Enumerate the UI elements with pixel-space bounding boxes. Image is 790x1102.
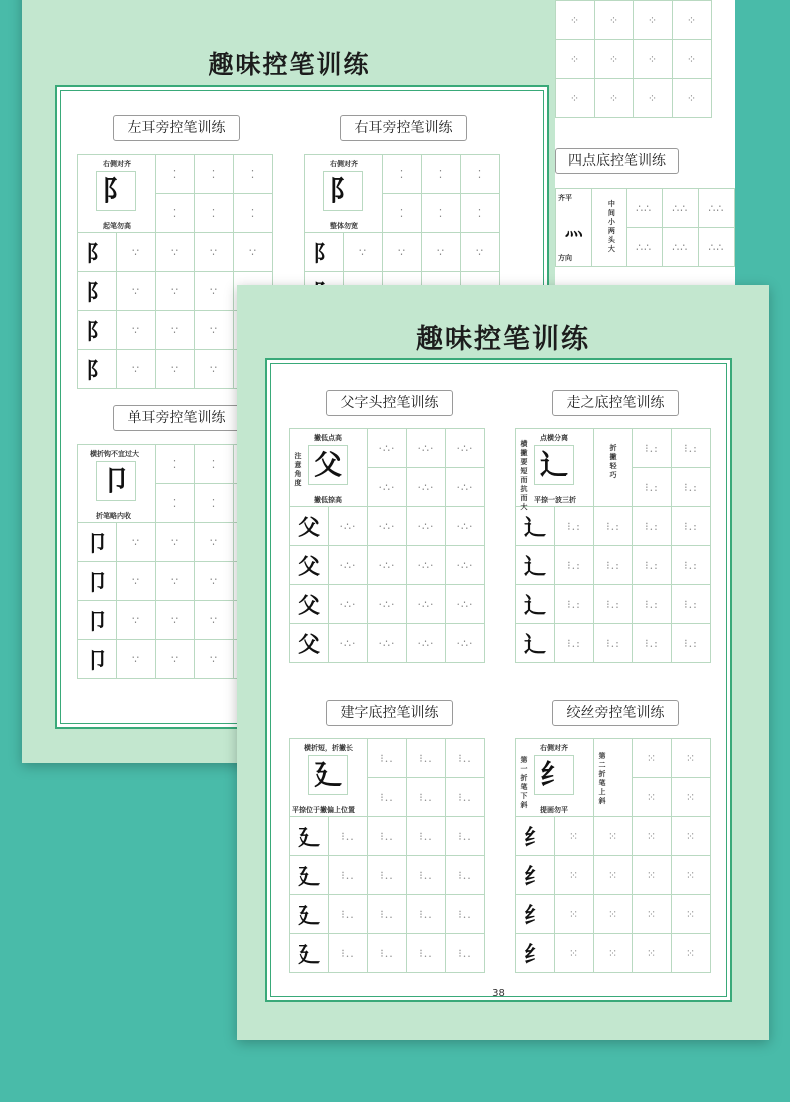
dotted-trace-cell: ⁙ bbox=[672, 778, 711, 817]
dotted-trace-cell: ∴∴ bbox=[626, 228, 662, 267]
dotted-trace-cell: ⁝.. bbox=[329, 856, 368, 895]
dotted-trace-cell: ⁝.: bbox=[633, 585, 672, 624]
dotted-trace-cell: ·∴· bbox=[368, 507, 407, 546]
stroke-note: 横折短，折撇长 bbox=[304, 743, 353, 752]
note-cell bbox=[592, 189, 626, 267]
dotted-trace-cell: ⁝.: bbox=[633, 546, 672, 585]
dotted-trace-cell: ⁝.. bbox=[446, 778, 485, 817]
dotted-trace-cell: ∵ bbox=[117, 311, 156, 350]
dotted-trace-cell: ·∴· bbox=[446, 624, 485, 663]
model-character: 灬 bbox=[564, 218, 583, 240]
trace-character: 纟 bbox=[516, 856, 555, 895]
dotted-trace-cell: ⁝.. bbox=[407, 817, 446, 856]
model-character: 卩 bbox=[96, 461, 136, 501]
dotted-trace-cell: ⁘ bbox=[595, 1, 634, 40]
section-label-left-ear: 左耳旁控笔训练 bbox=[113, 115, 240, 141]
stroke-note: 起笔勿高 bbox=[103, 221, 131, 230]
trace-character: 辶 bbox=[516, 546, 555, 585]
dotted-trace-cell: ⁙ bbox=[633, 934, 672, 973]
dotted-trace-cell: ⁝.. bbox=[446, 817, 485, 856]
dotted-trace-cell: ∴∴ bbox=[662, 228, 698, 267]
dotted-trace-cell: ⁝.. bbox=[368, 934, 407, 973]
section-label-four-dots: 四点底控笔训练 bbox=[555, 148, 679, 174]
stroke-note: 撇低捺高 bbox=[314, 495, 342, 504]
section-label-jian: 建字底控笔训练 bbox=[326, 700, 453, 726]
stroke-note-vertical: 注意角度 bbox=[294, 451, 302, 487]
dotted-trace-cell: ∴∴ bbox=[662, 189, 698, 228]
dotted-trace-cell: ⁚ bbox=[195, 155, 234, 194]
dotted-trace-cell: ⁝.. bbox=[329, 895, 368, 934]
trace-character: 父 bbox=[290, 585, 329, 624]
trace-character: 辶 bbox=[516, 507, 555, 546]
dotted-trace-cell: ⁝.. bbox=[446, 934, 485, 973]
dotted-trace-cell: ∵ bbox=[117, 233, 156, 272]
model-cell bbox=[290, 429, 368, 507]
dotted-trace-cell: ⁝.: bbox=[633, 507, 672, 546]
dotted-trace-cell: ⁘ bbox=[634, 1, 673, 40]
dotted-trace-cell: ·∴· bbox=[368, 546, 407, 585]
dotted-trace-cell: ⁙ bbox=[633, 895, 672, 934]
dotted-trace-cell: ∵ bbox=[383, 233, 422, 272]
dotted-trace-cell: ⁝.. bbox=[368, 895, 407, 934]
dotted-trace-cell: ·∴· bbox=[446, 507, 485, 546]
dotted-trace-cell: ·∴· bbox=[446, 468, 485, 507]
practice-grid-jian bbox=[289, 738, 485, 973]
dotted-trace-cell: ⁙ bbox=[555, 856, 594, 895]
trace-character: 阝 bbox=[305, 233, 344, 272]
dotted-trace-cell: ⁝.. bbox=[407, 934, 446, 973]
dotted-trace-cell: ⁘ bbox=[673, 79, 712, 118]
model-cell bbox=[78, 445, 156, 523]
dotted-trace-cell: ⁝.: bbox=[594, 624, 633, 663]
model-character: 阝 bbox=[323, 171, 363, 211]
dotted-trace-cell: ·∴· bbox=[329, 507, 368, 546]
page-number: 38 bbox=[492, 988, 505, 999]
dotted-trace-cell: ·∴· bbox=[368, 468, 407, 507]
dotted-trace-cell: ⁝.: bbox=[594, 585, 633, 624]
dotted-trace-cell: ⁝.: bbox=[555, 507, 594, 546]
trace-character: 父 bbox=[290, 546, 329, 585]
dotted-trace-cell: ⁚ bbox=[195, 194, 234, 233]
dotted-trace-cell: ⁙ bbox=[633, 778, 672, 817]
dotted-trace-cell: ⁚ bbox=[234, 194, 273, 233]
dotted-trace-cell: ⁝.. bbox=[368, 739, 407, 778]
trace-character: 纟 bbox=[516, 817, 555, 856]
dotted-trace-cell: ∵ bbox=[234, 233, 273, 272]
dotted-trace-cell: ⁝.. bbox=[446, 895, 485, 934]
dotted-trace-cell: ∵ bbox=[156, 311, 195, 350]
stroke-note: 平捺位于撇偏上位置 bbox=[292, 805, 355, 814]
trace-character: 卩 bbox=[78, 523, 117, 562]
dotted-trace-cell: ∵ bbox=[195, 350, 234, 389]
dotted-trace-cell: ∵ bbox=[156, 601, 195, 640]
trace-character: 卩 bbox=[78, 601, 117, 640]
practice-grid-zou bbox=[515, 428, 711, 663]
stroke-note: 点横分离 bbox=[540, 433, 568, 442]
dotted-trace-cell: ∵ bbox=[344, 233, 383, 272]
dotted-trace-cell: ·∴· bbox=[329, 546, 368, 585]
stroke-note-vertical: 中间小两头大 bbox=[607, 199, 615, 253]
stroke-note: 齐平 bbox=[558, 193, 572, 202]
dotted-trace-cell: ·∴· bbox=[407, 546, 446, 585]
dotted-trace-cell: ⁘ bbox=[634, 79, 673, 118]
dotted-trace-cell: ⁚ bbox=[383, 155, 422, 194]
dotted-trace-cell: ⁙ bbox=[633, 817, 672, 856]
dotted-trace-cell: ⁚ bbox=[156, 155, 195, 194]
dotted-trace-cell: ∵ bbox=[117, 272, 156, 311]
stroke-note: 方向 bbox=[558, 253, 572, 262]
model-character: 纟 bbox=[534, 755, 574, 795]
section-label-single-ear: 单耳旁控笔训练 bbox=[113, 405, 240, 431]
stroke-note-vertical: 横撇要短而抗而大 bbox=[520, 439, 528, 511]
trace-character: 纟 bbox=[516, 895, 555, 934]
dotted-trace-cell: ⁝.. bbox=[368, 856, 407, 895]
practice-grid-fu bbox=[289, 428, 485, 663]
dotted-trace-cell: ⁙ bbox=[672, 934, 711, 973]
stroke-note: 右侧对齐 bbox=[330, 159, 358, 168]
dotted-trace-cell: ⁙ bbox=[672, 856, 711, 895]
dotted-trace-cell: ∵ bbox=[195, 523, 234, 562]
dotted-trace-cell: ·∴· bbox=[446, 585, 485, 624]
dotted-trace-cell: ⁙ bbox=[594, 895, 633, 934]
dotted-trace-cell: ⁘ bbox=[595, 79, 634, 118]
dotted-trace-cell: ∵ bbox=[117, 601, 156, 640]
dotted-trace-cell: ⁘ bbox=[556, 1, 595, 40]
model-cell bbox=[556, 189, 592, 267]
section-label-right-ear: 右耳旁控笔训练 bbox=[340, 115, 467, 141]
dotted-trace-cell: ⁘ bbox=[634, 40, 673, 79]
dotted-trace-cell: ⁙ bbox=[594, 856, 633, 895]
dotted-trace-cell: ⁘ bbox=[556, 79, 595, 118]
stroke-note: 整体勿宽 bbox=[330, 221, 358, 230]
model-cell bbox=[516, 739, 594, 817]
dotted-trace-cell: ⁚ bbox=[195, 445, 234, 484]
dotted-trace-cell: ⁝.: bbox=[555, 624, 594, 663]
dotted-trace-cell: ∵ bbox=[117, 523, 156, 562]
dotted-trace-cell: ∴∴ bbox=[626, 189, 662, 228]
dotted-trace-cell: ⁚ bbox=[234, 155, 273, 194]
dotted-trace-cell: ⁙ bbox=[633, 856, 672, 895]
front-sheet bbox=[237, 285, 769, 1040]
practice-grid-four-dots bbox=[555, 188, 735, 267]
dotted-trace-cell: ·∴· bbox=[368, 624, 407, 663]
dotted-trace-cell: ⁝.: bbox=[594, 507, 633, 546]
dotted-trace-cell: ∴∴ bbox=[698, 189, 734, 228]
stroke-note: 右侧对齐 bbox=[103, 159, 131, 168]
dotted-trace-cell: ∵ bbox=[422, 233, 461, 272]
section-label-jiaosi: 绞丝旁控笔训练 bbox=[552, 700, 679, 726]
note-cell bbox=[594, 429, 633, 507]
stroke-note: 右侧对齐 bbox=[540, 743, 568, 752]
dotted-trace-cell: ⁙ bbox=[672, 817, 711, 856]
dotted-trace-cell: ∵ bbox=[156, 350, 195, 389]
dotted-trace-cell: ⁚ bbox=[461, 155, 500, 194]
dotted-trace-cell: ∵ bbox=[117, 562, 156, 601]
dotted-trace-cell: ⁚ bbox=[156, 194, 195, 233]
dotted-trace-cell: ⁝.: bbox=[633, 429, 672, 468]
dotted-trace-cell: ·∴· bbox=[407, 507, 446, 546]
dotted-trace-cell: ⁚ bbox=[383, 194, 422, 233]
dotted-trace-cell: ⁝.. bbox=[368, 817, 407, 856]
dotted-trace-cell: ∵ bbox=[156, 640, 195, 679]
dotted-trace-cell: ⁘ bbox=[556, 40, 595, 79]
dotted-trace-cell: ⁙ bbox=[672, 739, 711, 778]
model-character: 父 bbox=[308, 445, 348, 485]
stroke-note-vertical: 第一折笔下斜 bbox=[520, 755, 528, 809]
dotted-trace-cell: ·∴· bbox=[407, 468, 446, 507]
dotted-trace-cell: ∵ bbox=[156, 562, 195, 601]
stroke-note: 折笔略内收 bbox=[96, 511, 131, 520]
trace-character: 纟 bbox=[516, 934, 555, 973]
dotted-trace-cell: ∵ bbox=[195, 562, 234, 601]
dotted-trace-cell: ⁝.: bbox=[555, 585, 594, 624]
trace-character: 辶 bbox=[516, 585, 555, 624]
practice-grid-top-strip bbox=[555, 0, 712, 118]
front-panel bbox=[265, 358, 732, 1002]
dotted-trace-cell: ⁝.. bbox=[329, 934, 368, 973]
model-character: 廴 bbox=[308, 755, 348, 795]
trace-character: 父 bbox=[290, 624, 329, 663]
trace-character: 廴 bbox=[290, 856, 329, 895]
dotted-trace-cell: ⁝.: bbox=[672, 468, 711, 507]
stroke-note: 撇低点高 bbox=[314, 433, 342, 442]
dotted-trace-cell: ∵ bbox=[195, 311, 234, 350]
trace-character: 辶 bbox=[516, 624, 555, 663]
stroke-note-vertical: 第二折笔上斜 bbox=[598, 751, 606, 805]
trace-character: 卩 bbox=[78, 640, 117, 679]
dotted-trace-cell: ⁙ bbox=[555, 934, 594, 973]
trace-character: 卩 bbox=[78, 562, 117, 601]
dotted-trace-cell: ⁙ bbox=[633, 739, 672, 778]
dotted-trace-cell: ⁝.. bbox=[329, 817, 368, 856]
dotted-trace-cell: ⁙ bbox=[594, 934, 633, 973]
dotted-trace-cell: ∵ bbox=[195, 233, 234, 272]
dotted-trace-cell: ⁝.: bbox=[555, 546, 594, 585]
model-cell bbox=[305, 155, 383, 233]
dotted-trace-cell: ∴∴ bbox=[698, 228, 734, 267]
trace-character: 阝 bbox=[78, 350, 117, 389]
dotted-trace-cell: ·∴· bbox=[368, 429, 407, 468]
dotted-trace-cell: ⁝.: bbox=[672, 624, 711, 663]
model-cell bbox=[516, 429, 594, 511]
dotted-trace-cell: ∵ bbox=[156, 233, 195, 272]
dotted-trace-cell: ⁘ bbox=[595, 40, 634, 79]
dotted-trace-cell: ⁙ bbox=[555, 895, 594, 934]
dotted-trace-cell: ∵ bbox=[195, 640, 234, 679]
dotted-trace-cell: ·∴· bbox=[446, 429, 485, 468]
dotted-trace-cell: ·∴· bbox=[407, 429, 446, 468]
dotted-trace-cell: ⁝.: bbox=[672, 507, 711, 546]
trace-character: 廴 bbox=[290, 817, 329, 856]
trace-character: 父 bbox=[290, 507, 329, 546]
dotted-trace-cell: ∵ bbox=[117, 640, 156, 679]
dotted-trace-cell: ⁝.. bbox=[407, 778, 446, 817]
dotted-trace-cell: ·∴· bbox=[329, 624, 368, 663]
dotted-trace-cell: ⁝.: bbox=[633, 624, 672, 663]
note-cell bbox=[594, 739, 633, 817]
dotted-trace-cell: ⁚ bbox=[156, 445, 195, 484]
dotted-trace-cell: ⁝.: bbox=[633, 468, 672, 507]
dotted-trace-cell: ⁚ bbox=[156, 484, 195, 523]
trace-character: 阝 bbox=[78, 233, 117, 272]
dotted-trace-cell: ⁝.: bbox=[672, 546, 711, 585]
dotted-trace-cell: ⁚ bbox=[461, 194, 500, 233]
trace-character: 廴 bbox=[290, 934, 329, 973]
dotted-trace-cell: ∵ bbox=[195, 272, 234, 311]
section-label-zou: 走之底控笔训练 bbox=[552, 390, 679, 416]
dotted-trace-cell: ·∴· bbox=[446, 546, 485, 585]
dotted-trace-cell: ⁘ bbox=[673, 1, 712, 40]
section-label-fu: 父字头控笔训练 bbox=[326, 390, 453, 416]
dotted-trace-cell: ·∴· bbox=[407, 624, 446, 663]
dotted-trace-cell: ⁙ bbox=[672, 895, 711, 934]
dotted-trace-cell: ⁙ bbox=[555, 817, 594, 856]
back-sheet-title: 趣味控笔训练 bbox=[208, 50, 371, 79]
dotted-trace-cell: ⁝.: bbox=[672, 429, 711, 468]
stroke-note-vertical: 折撇轻巧 bbox=[609, 443, 617, 479]
dotted-trace-cell: ·∴· bbox=[407, 585, 446, 624]
dotted-trace-cell: ∵ bbox=[195, 601, 234, 640]
dotted-trace-cell: ⁚ bbox=[195, 484, 234, 523]
dotted-trace-cell: ⁝.: bbox=[594, 546, 633, 585]
model-character: 阝 bbox=[96, 171, 136, 211]
dotted-trace-cell: ∵ bbox=[156, 523, 195, 562]
dotted-trace-cell: ∵ bbox=[117, 350, 156, 389]
stroke-note: 提画勿平 bbox=[540, 805, 568, 814]
practice-grid-jiaosi bbox=[515, 738, 711, 973]
dotted-trace-cell: ∵ bbox=[156, 272, 195, 311]
front-sheet-title: 趣味控笔训练 bbox=[416, 324, 590, 355]
dotted-trace-cell: ·∴· bbox=[329, 585, 368, 624]
dotted-trace-cell: ⁝.. bbox=[407, 739, 446, 778]
dotted-trace-cell: ⁝.. bbox=[446, 856, 485, 895]
trace-character: 阝 bbox=[78, 311, 117, 350]
dotted-trace-cell: ⁘ bbox=[673, 40, 712, 79]
dotted-trace-cell: ⁝.. bbox=[368, 778, 407, 817]
model-cell bbox=[78, 155, 156, 233]
dotted-trace-cell: ⁝.: bbox=[672, 585, 711, 624]
stroke-note: 平捺一波三折 bbox=[534, 495, 576, 504]
dotted-trace-cell: ⁝.. bbox=[407, 895, 446, 934]
dotted-trace-cell: ⁝.. bbox=[407, 856, 446, 895]
dotted-trace-cell: ⁚ bbox=[422, 194, 461, 233]
dotted-trace-cell: ⁙ bbox=[594, 817, 633, 856]
stroke-note: 横折钩不宜过大 bbox=[90, 449, 139, 458]
trace-character: 廴 bbox=[290, 895, 329, 934]
dotted-trace-cell: ⁝.. bbox=[446, 739, 485, 778]
dotted-trace-cell: ·∴· bbox=[368, 585, 407, 624]
trace-character: 阝 bbox=[78, 272, 117, 311]
model-cell bbox=[290, 739, 368, 817]
right-strip-sheet bbox=[555, 0, 735, 285]
dotted-trace-cell: ∵ bbox=[461, 233, 500, 272]
model-character: 辶 bbox=[534, 445, 574, 485]
dotted-trace-cell: ⁚ bbox=[422, 155, 461, 194]
